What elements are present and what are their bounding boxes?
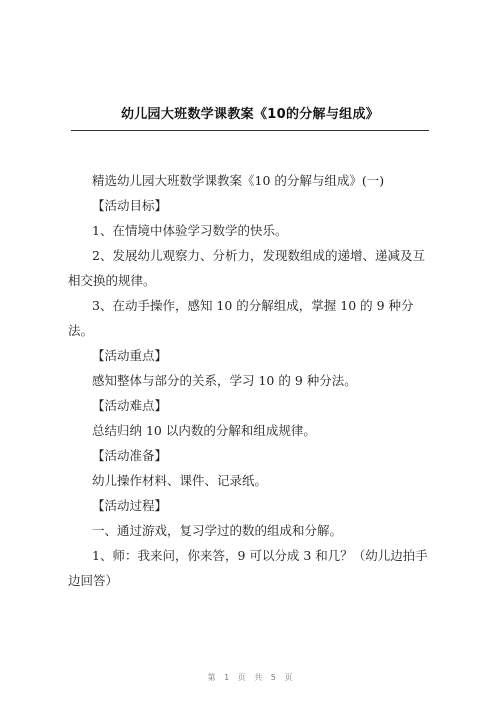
document-body	[68, 168, 434, 593]
paragraph-goal-3: 3、在动手操作，感知 10 的分解组成，掌握 10 的 9 种分法。	[68, 298, 414, 338]
paragraph-subtitle: 精选幼儿园大班数学课教案《10 的分解与组成》(一)	[92, 173, 385, 188]
section-heading-preparation: 【活动准备】	[92, 448, 168, 463]
page-footer: 第 1 页 共 5 页	[207, 673, 293, 682]
section-heading-goals: 【活动目标】	[92, 198, 168, 213]
section-heading-key-points: 【活动重点】	[92, 348, 168, 363]
paragraph-key-points: 感知整体与部分的关系，学习 10 的 9 种分法。	[92, 373, 357, 388]
section-heading-process: 【活动过程】	[92, 498, 168, 513]
paragraph-process-2: 1、师：我来问，你来答，9 可以分成 3 和几？（幼儿边拍手边回答）	[68, 548, 428, 588]
title-divider	[71, 130, 429, 131]
paragraph-process-1: 一、通过游戏，复习学过的数的组成和分解。	[92, 523, 343, 538]
section-heading-difficulties: 【活动难点】	[92, 398, 168, 413]
paragraph-goal-2: 2、发展幼儿观察力、分析力，发现数组成的递增、递减及互相交换的规律。	[68, 248, 425, 288]
paragraph-preparation: 幼儿操作材料、课件、记录纸。	[92, 473, 268, 488]
paragraph-difficulties: 总结归纳 10 以内数的分解和组成规律。	[92, 423, 316, 438]
page-title: 幼儿园大班数学课教案《10的分解与组成》	[120, 107, 380, 122]
paragraph-goal-1: 1、在情境中体验学习数学的快乐。	[92, 223, 288, 238]
